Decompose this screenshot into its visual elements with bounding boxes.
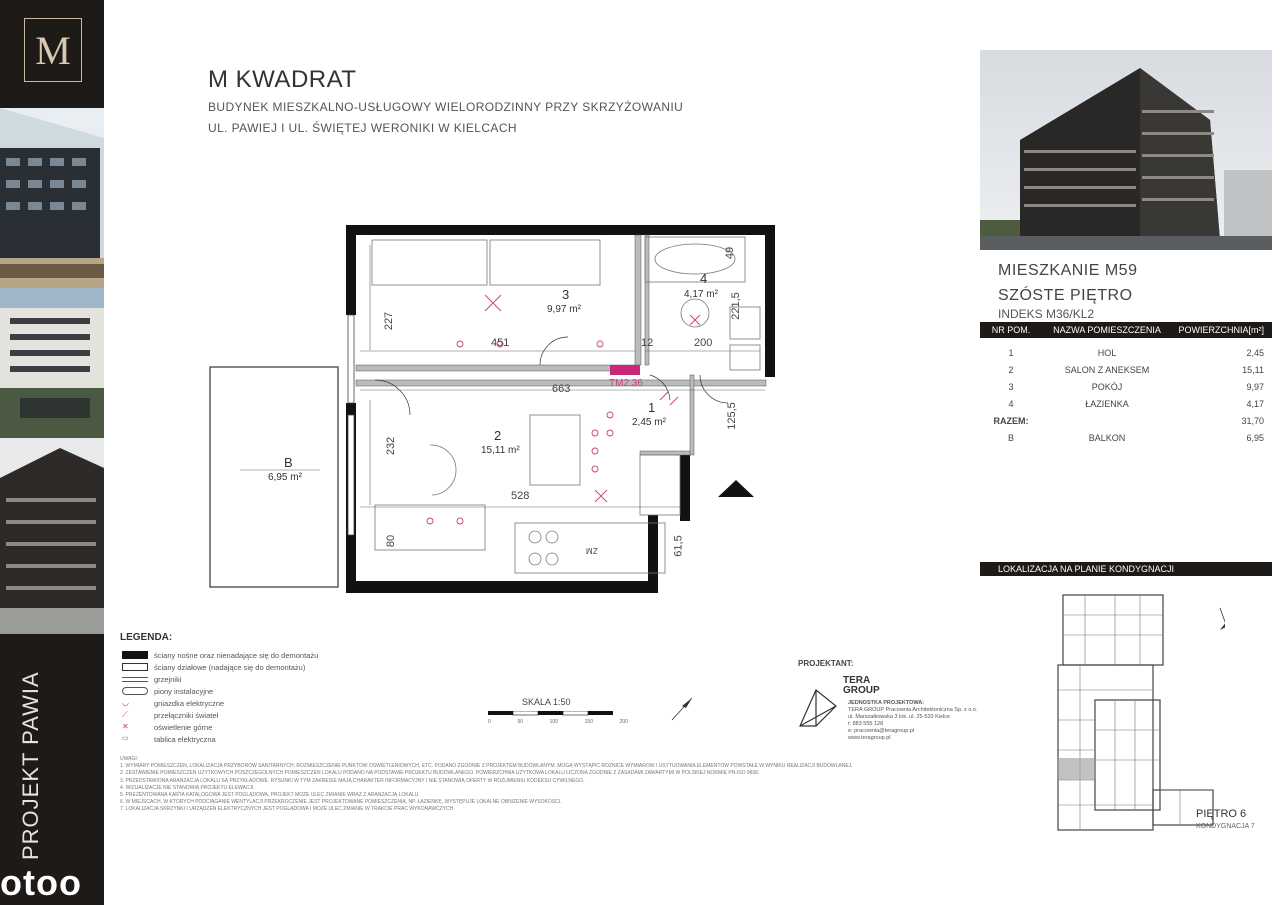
legend-title: LEGENDA: bbox=[120, 632, 173, 643]
legend-item bbox=[122, 662, 305, 672]
table-row bbox=[980, 378, 1272, 395]
table-total-row bbox=[980, 412, 1272, 429]
legend-label: grzejniki bbox=[154, 674, 182, 684]
table-row bbox=[980, 395, 1272, 412]
scale-tick: 0 bbox=[488, 719, 491, 725]
note-line: 4. WIZUALIZACJE NIE STANOWIĄ PROJEKTU ELEWACJI. bbox=[120, 784, 255, 791]
row-area: 9,97 bbox=[1246, 381, 1264, 392]
note-line: 5. PREZENTOWANA KARTA KATALOGOWA JEST POGLĄDOWA, PROJEKT MOŻE ULEC ZMIANIE WRAZ Z ARANŻACJĄ LOKALU. bbox=[120, 792, 420, 799]
room-area-2: 15,11 m² bbox=[481, 445, 520, 456]
watermark-text: otoo bbox=[0, 862, 82, 903]
dim-221-5: 221,5 bbox=[729, 292, 742, 320]
legend-label: tablica elektryczna bbox=[154, 734, 216, 744]
room-label-2: 2 bbox=[494, 428, 502, 443]
dim-125-5: 125,5 bbox=[725, 402, 738, 430]
legend-label: przełączniki świateł bbox=[154, 710, 219, 720]
scale-tick: 50 bbox=[517, 719, 523, 725]
highlighted-apartment bbox=[1057, 758, 1095, 780]
note-line: 3. PRZEDSTAWIONA ARANŻACJA LOKALU SĄ PRZYKŁADOWE. RYSUNKI W TYM ZAKRESIE MAJĄ CHARAKTER INFORMACYJNY I NIE STANOWIĄ OFERTY W ROZUMIENIU KODEKSU CYWILNEGO. bbox=[120, 777, 585, 784]
riser-icon bbox=[122, 687, 148, 695]
brand-logo bbox=[24, 18, 82, 82]
header-nr: NR POM. bbox=[991, 325, 1031, 335]
brand-logo-letter: M bbox=[35, 27, 71, 73]
scale-tick: 100 bbox=[549, 719, 558, 725]
dim-451: 451 bbox=[491, 337, 510, 349]
row-nr: 3 bbox=[1008, 381, 1014, 392]
row-name: HOL bbox=[1097, 347, 1117, 358]
dim-49: 49 bbox=[724, 246, 737, 260]
building-render-photo bbox=[980, 50, 1272, 250]
note-line: 2. ZESTAWIENIE POMIESZCZEŃ UŻYTKOWYCH POSZCZEGÓLNYCH POMIESZCZEŃ LOKALU PODANO NA PODSTAWIE PROJEKTU BUDOWLANEGO. POWIERZCHNIA UŻYTKOWA LOKALU LICZONA ZGODNIE Z ZASADAMI ZAWARTYMI W POLSKIEJ NORMIE PN-ISO 9836. bbox=[120, 770, 760, 777]
header-area: POWIERZCHNIA[m²] bbox=[1178, 325, 1264, 335]
row-area: 2,45 bbox=[1246, 347, 1264, 358]
note-line: 1. WYMIARY POMIESZCZEŃ, LOKALIZACJA PRZYBORÓW SANITARNYCH, ROZMIESZCZENIE PUNKTÓW OŚWIETLENIOWYCH, ETC. PODANO ZGODNIE Z PROJEKTEM BUDOWLANYM. MOGĄ WYSTĄPIĆ RÓŻNICE WYMIARÓW I USYTUOWANIA ELEMENTÓW POWSTAŁE W WYNIKU REALIZACJI BUDOWLANEJ. bbox=[120, 763, 853, 770]
electrical-panel-icon: ▭ bbox=[122, 735, 129, 742]
room-label-3: 3 bbox=[562, 287, 570, 302]
row-area: 15,11 bbox=[1242, 364, 1264, 375]
row-name: ŁAZIENKA bbox=[1085, 398, 1129, 409]
dim-12: 12 bbox=[641, 337, 654, 349]
apartment-floor: SZÓSTE PIĘTRO bbox=[998, 287, 1133, 304]
legend-label: gniazdka elektryczne bbox=[154, 698, 225, 708]
entrance-triangle-icon bbox=[718, 480, 754, 497]
row-area: 4,17 bbox=[1246, 398, 1264, 409]
row-nr: 2 bbox=[1008, 364, 1014, 375]
designer-email[interactable]: e: pracownia@teragroup.pl bbox=[848, 728, 915, 734]
row-nr: 4 bbox=[1008, 398, 1014, 409]
row-name: POKÓJ bbox=[1091, 381, 1123, 392]
room-area-table bbox=[980, 322, 1272, 446]
dim-663: 663 bbox=[552, 383, 571, 395]
designer-logo-text bbox=[843, 676, 880, 696]
room-label-balcony: B bbox=[284, 455, 293, 470]
legend-item bbox=[122, 734, 216, 744]
room-area-1: 2,45 m² bbox=[632, 417, 666, 428]
tm-tag-background bbox=[610, 365, 640, 375]
apartment-name: MIESZKANIE M59 bbox=[998, 262, 1138, 279]
total-value: 31,70 bbox=[1241, 415, 1264, 426]
dim-80: 80 bbox=[385, 534, 398, 548]
note-line: 7. LOKALIZACJA SKRZYNKI I URZĄDZEŃ ELEKTRYCZNYCH JEST POGLĄDOWA I MOŻE ULEC ZMIANIE W TRAKCIE PRAC WYKONAWCZYCH. bbox=[120, 806, 455, 813]
designer-line: ul. Marszałkowska 3 lok. ul. 25-533 Kielce bbox=[848, 714, 951, 720]
legend-item bbox=[122, 674, 182, 684]
project-subtitle-line-2: UL. PAWIEJ I UL. ŚWIĘTEJ WERONIKI W KIELCACH bbox=[208, 121, 517, 135]
row-nr: B bbox=[1007, 432, 1014, 443]
total-label: RAZEM: bbox=[993, 415, 1029, 426]
tm-tag: TM2.36 bbox=[609, 378, 643, 389]
location-header: LOKALIZACJA NA PLANIE KONDYGNACJI bbox=[980, 562, 1272, 576]
radiator-icon bbox=[122, 677, 148, 682]
header-name: NAZWA POMIESZCZENIA bbox=[1053, 325, 1161, 335]
scale-tick: 200 bbox=[619, 719, 628, 725]
floor-label: PIĘTRO 6 bbox=[1196, 808, 1247, 820]
designer-website[interactable]: www.teragroup.pl bbox=[848, 735, 891, 741]
room-area-3: 9,97 m² bbox=[547, 304, 581, 315]
project-subtitle-line-1: BUDYNEK MIESZKALNO-USŁUGOWY WIELORODZINNY PRZY SKRZYŻOWANIU bbox=[208, 100, 684, 114]
legend-label: piony instalacyjne bbox=[154, 686, 214, 696]
floor-location-plan bbox=[1055, 590, 1225, 835]
project-vertical-label: PROJEKT PAWIA bbox=[18, 671, 43, 860]
dim-200: 200 bbox=[694, 337, 713, 349]
note-line: UWAGI: bbox=[120, 756, 139, 762]
designer-line: TERA GROUP Pracownia Architektoniczna Sp. z o.o. bbox=[848, 707, 978, 713]
note-line: 6. W MIEJSCACH, W KTÓRYCH PODCIĄGANIE WENTYLACJI PRZEKROCZENIE JEST PROJEKTOWANE POMIESZCZENIA, NP. ŁAZIENKĘ, WYSTĘPUJE LOKALNE OBNIŻENIE WYSOKOŚCI. bbox=[120, 799, 562, 806]
legend-item bbox=[122, 722, 212, 732]
legend-label: ściany działowe (nadające się do demontażu) bbox=[154, 662, 306, 672]
socket-icon: ◡ bbox=[122, 698, 129, 707]
scale-tick: 150 bbox=[584, 719, 593, 725]
tera-group-logo-icon bbox=[796, 686, 840, 730]
building-photo-3 bbox=[0, 438, 104, 634]
floor-sublabel: KONDYGNACJA 7 bbox=[1196, 823, 1255, 830]
zm-tag: ZM bbox=[586, 546, 598, 555]
wall-load-bearing-icon bbox=[122, 651, 148, 659]
dim-227: 227 bbox=[383, 311, 396, 331]
notes-block bbox=[120, 756, 940, 814]
project-title: M KWADRAT bbox=[208, 66, 357, 93]
legend-label: oświetlenie górne bbox=[154, 722, 213, 732]
table-row-balcony bbox=[980, 429, 1272, 446]
wall-partition-icon bbox=[122, 663, 148, 671]
north-arrow-icon bbox=[668, 694, 698, 724]
legend-item bbox=[122, 698, 224, 708]
room-area-balcony: 6,95 m² bbox=[268, 472, 302, 483]
building-photo-1 bbox=[0, 108, 104, 288]
dim-232: 232 bbox=[385, 436, 398, 456]
legend-label: ściany nośne oraz nienadające się do demontażu bbox=[154, 650, 319, 660]
table-row bbox=[980, 344, 1272, 361]
dim-61-5: 61,5 bbox=[672, 535, 685, 557]
legend-item bbox=[122, 686, 213, 696]
room-label-1: 1 bbox=[648, 400, 656, 415]
building-photo-2 bbox=[0, 288, 104, 438]
table-header bbox=[980, 322, 1272, 338]
designer-logo-line-1: TERA bbox=[843, 675, 871, 686]
designer-line: JEDNOSTKA PROJEKTOWA: bbox=[848, 700, 925, 706]
room-label-4: 4 bbox=[700, 271, 708, 286]
scale-title: SKALA 1:50 bbox=[522, 697, 571, 707]
ceiling-light-icon: ✕ bbox=[122, 722, 129, 731]
room-area-4: 4,17 m² bbox=[684, 289, 718, 300]
left-brand-strip bbox=[0, 0, 104, 905]
designer-title: PROJEKTANT: bbox=[798, 659, 854, 668]
row-name: SALON Z ANEKSEM bbox=[1064, 364, 1150, 375]
designer-logo-line-2: GROUP bbox=[843, 685, 880, 696]
row-area: 6,95 bbox=[1246, 432, 1264, 443]
floor-plan bbox=[200, 215, 800, 605]
apartment-index: INDEKS M36/KL2 bbox=[998, 307, 1095, 321]
scale-ticks bbox=[488, 719, 628, 725]
switch-icon: ⟋ bbox=[122, 710, 128, 719]
table-row bbox=[980, 361, 1272, 378]
row-name: BALKON bbox=[1088, 432, 1126, 443]
legend-item bbox=[122, 650, 318, 660]
row-nr: 1 bbox=[1008, 347, 1014, 358]
designer-line: t: 883 555 128 bbox=[848, 721, 884, 727]
legend-item bbox=[122, 710, 218, 720]
dim-528: 528 bbox=[511, 490, 530, 502]
